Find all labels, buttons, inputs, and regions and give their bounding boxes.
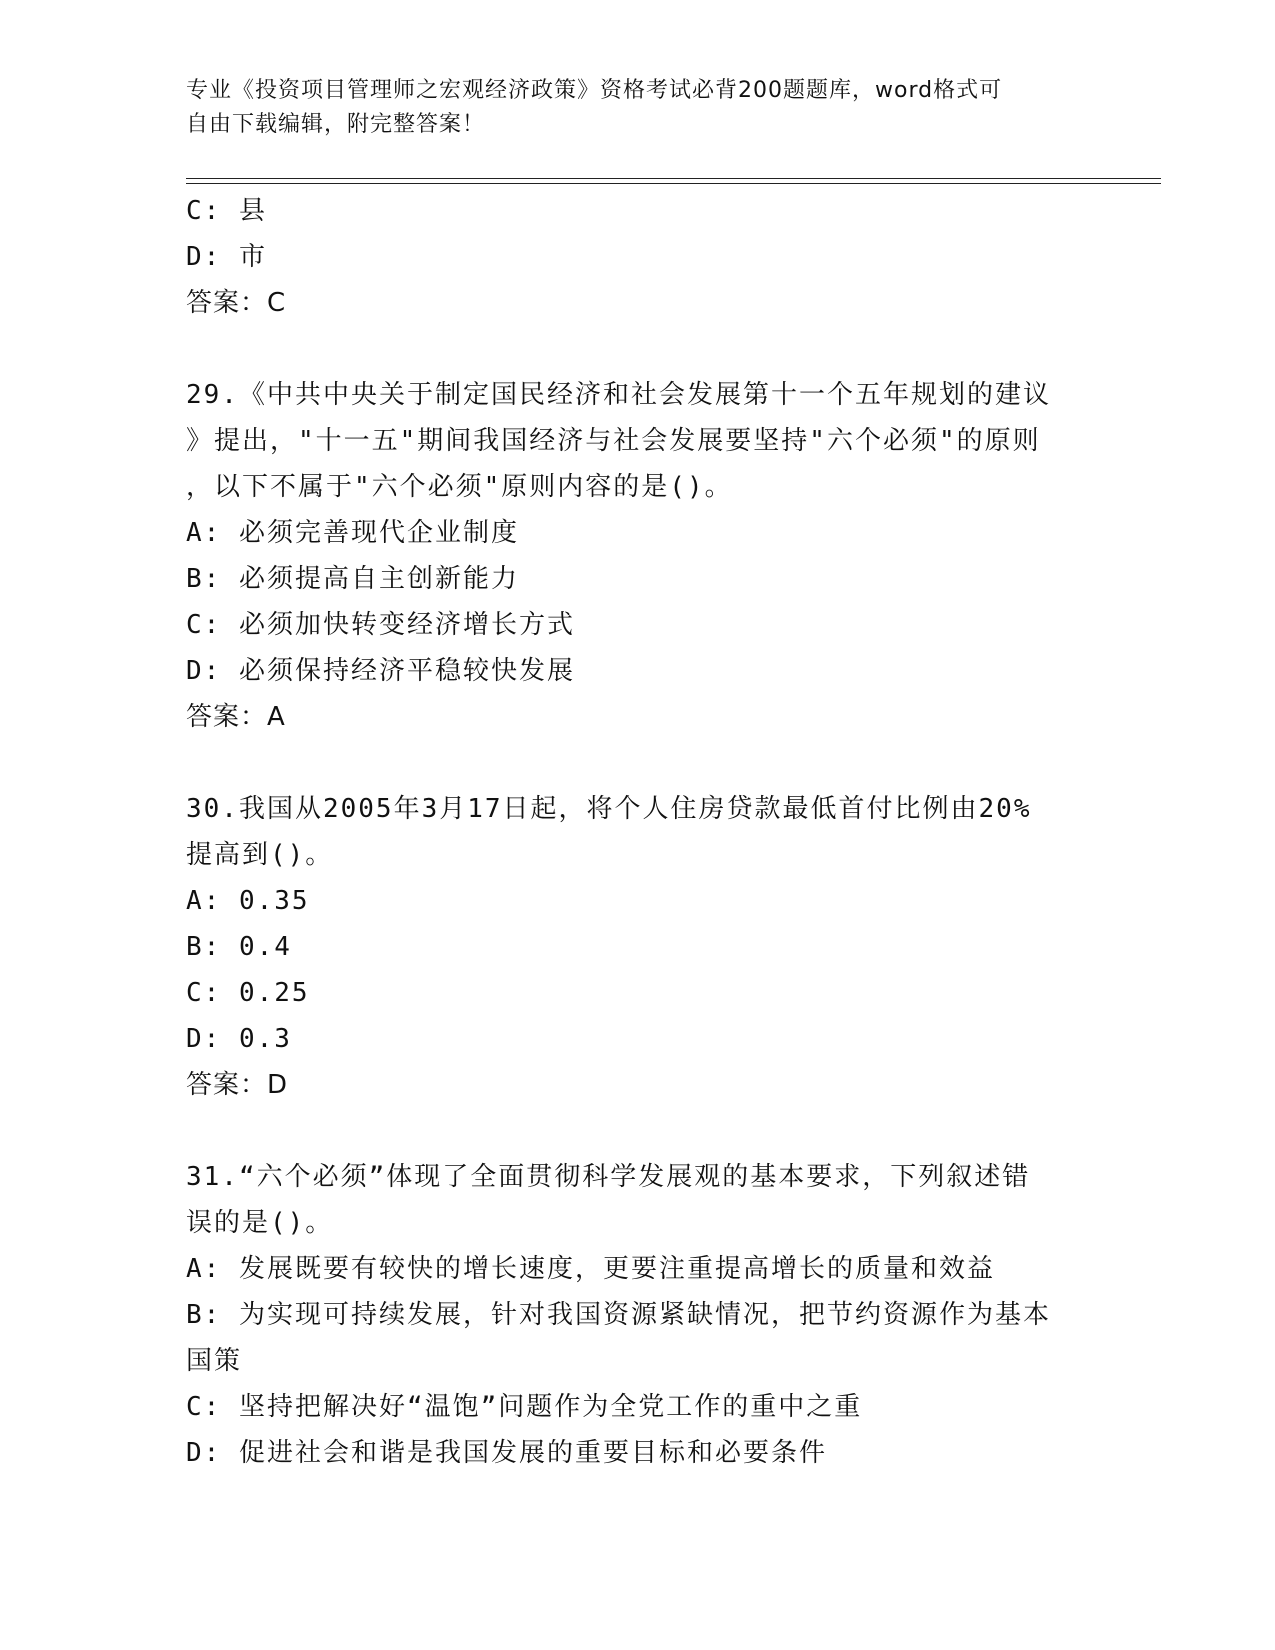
- q31-stem-line-2: 误的是()。: [186, 1208, 334, 1238]
- header-title-line-1: 专业《投资项目管理师之宏观经济政策》资格考试必背200题题库，word格式可: [186, 78, 1003, 103]
- header-divider-bottom: [186, 183, 1161, 184]
- q30-answer: 答案：D: [186, 1070, 289, 1100]
- q29-stem-line-3: ，以下不属于"六个必须"原则内容的是()。: [186, 472, 733, 502]
- q31-stem-line-1: 31.“六个必须”体现了全面贯彻科学发展观的基本要求，下列叙述错: [186, 1162, 1031, 1192]
- q29-option-d: D: 必须保持经济平稳较快发展: [186, 656, 575, 686]
- q29-option-a: A: 必须完善现代企业制度: [186, 518, 519, 548]
- q29-option-b: B: 必须提高自主创新能力: [186, 564, 519, 594]
- q28-option-c: C: 县: [186, 196, 267, 226]
- q30-stem-line-2: 提高到()。: [186, 840, 334, 870]
- spacer: [186, 1108, 1086, 1154]
- header-title-line-2: 自由下载编辑，附完整答案！: [186, 112, 486, 137]
- q31-option-a: A: 发展既要有较快的增长速度，更要注重提高增长的质量和效益: [186, 1254, 995, 1284]
- q31-option-c: C: 坚持把解决好“温饱”问题作为全党工作的重中之重: [186, 1392, 863, 1422]
- spacer: [186, 326, 1086, 372]
- q30-option-d: D: 0.3: [186, 1024, 292, 1054]
- q29-answer: 答案：A: [186, 702, 286, 732]
- question-list: [186, 188, 1086, 1476]
- q30-option-b: B: 0.4: [186, 932, 292, 962]
- q28-answer: 答案：C: [186, 288, 287, 318]
- question-31: [186, 1154, 1086, 1476]
- q31-option-d: D: 促进社会和谐是我国发展的重要目标和必要条件: [186, 1438, 827, 1468]
- q29-option-c: C: 必须加快转变经济增长方式: [186, 610, 575, 640]
- q28-option-d: D: 市: [186, 242, 267, 272]
- document-header: [186, 74, 1086, 142]
- q31-option-b-line-1: B: 为实现可持续发展，针对我国资源紧缺情况，把节约资源作为基本: [186, 1300, 1051, 1330]
- spacer: [186, 740, 1086, 786]
- q30-option-c: C: 0.25: [186, 978, 310, 1008]
- question-28-tail: [186, 188, 1086, 326]
- q31-option-b-line-2: 国策: [186, 1346, 243, 1376]
- question-29: [186, 372, 1086, 740]
- q29-stem-line-2: 》提出，"十一五"期间我国经济与社会发展要坚持"六个必须"的原则: [186, 426, 1041, 456]
- q30-stem-line-1: 30.我国从2005年3月17日起，将个人住房贷款最低首付比例由20%: [186, 794, 1032, 824]
- q30-option-a: A: 0.35: [186, 886, 310, 916]
- header-divider-top: [186, 178, 1161, 179]
- question-30: [186, 786, 1086, 1108]
- q29-stem-line-1: 29.《中共中央关于制定国民经济和社会发展第十一个五年规划的建议: [186, 380, 1051, 410]
